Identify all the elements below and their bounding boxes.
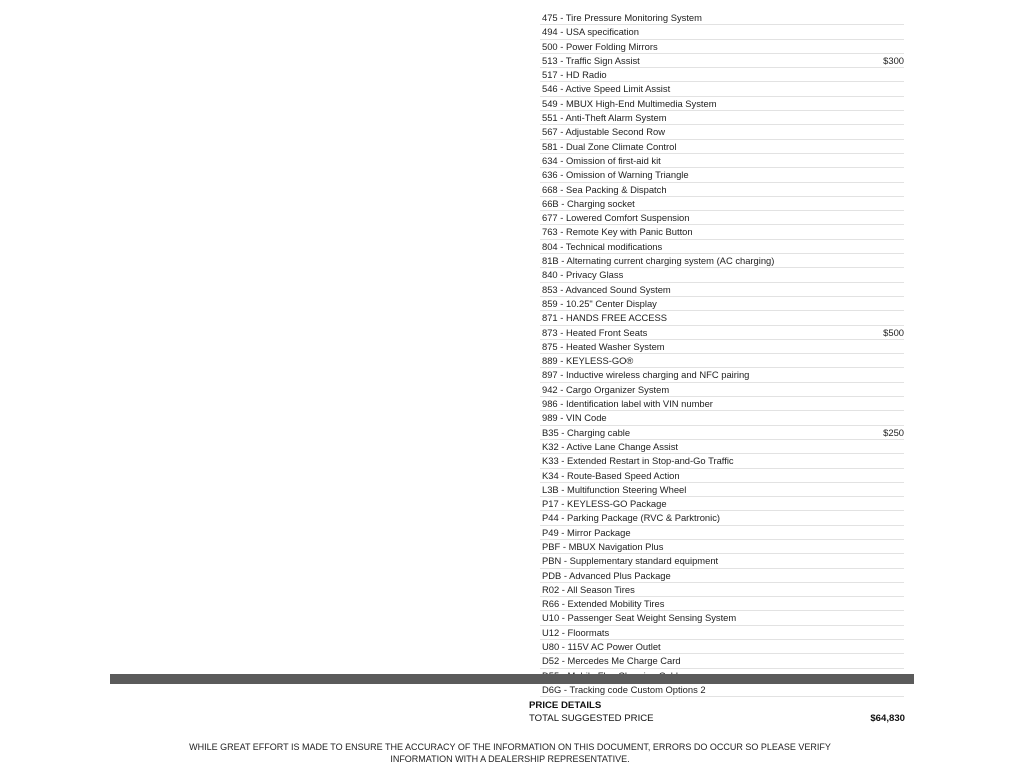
option-label: 677 - Lowered Comfort Suspension (542, 212, 690, 224)
option-label: 804 - Technical modifications (542, 240, 663, 252)
option-row (540, 611, 904, 625)
option-price: $250 (883, 426, 904, 438)
option-label: 873 - Heated Front Seats (542, 326, 648, 338)
option-row (540, 440, 904, 454)
option-row (540, 154, 904, 168)
total-price-row (529, 712, 905, 725)
option-row (540, 426, 904, 440)
option-label: 475 - Tire Pressure Monitoring System (542, 12, 702, 23)
option-label: 871 - HANDS FREE ACCESS (542, 312, 668, 324)
option-label: 546 - Active Speed Limit Assist (542, 83, 671, 95)
option-label: 763 - Remote Key with Panic Button (542, 226, 693, 238)
option-label: 81B - Alternating current charging system (AC charging) (542, 255, 775, 267)
total-price-value: $64,830 (870, 713, 905, 724)
option-row (540, 454, 904, 468)
option-label: 668 - Sea Packing & Dispatch (542, 183, 667, 195)
option-row (540, 654, 904, 668)
option-row (540, 183, 904, 197)
option-row (540, 254, 904, 268)
option-label: B35 - Charging cable (542, 426, 631, 438)
option-label: 500 - Power Folding Mirrors (542, 40, 658, 52)
option-row (540, 526, 904, 540)
option-label: PBN - Supplementary standard equipment (542, 555, 719, 567)
option-label: P49 - Mirror Package (542, 526, 631, 538)
option-label: U12 - Floormats (542, 626, 610, 638)
option-label: R02 - All Season Tires (542, 583, 635, 595)
option-price: $300 (883, 54, 904, 66)
disclaimer (160, 741, 860, 765)
option-label: K33 - Extended Restart in Stop-and-Go Traffic (542, 455, 734, 467)
option-label: 942 - Cargo Organizer System (542, 383, 670, 395)
option-row (540, 597, 904, 611)
option-row (540, 411, 904, 425)
option-row (540, 268, 904, 282)
option-label: 636 - Omission of Warning Triangle (542, 169, 689, 181)
option-label: PBF - MBUX Navigation Plus (542, 540, 664, 552)
option-row (540, 540, 904, 554)
option-label: 494 - USA specification (542, 26, 639, 38)
option-label: 875 - Heated Washer System (542, 340, 665, 352)
price-details-title: PRICE DETAILS (529, 700, 602, 711)
option-label: 889 - KEYLESS-GO® (542, 355, 634, 367)
price-details (529, 700, 905, 725)
option-row (540, 140, 904, 154)
option-row (540, 211, 904, 225)
option-label: D52 - Mercedes Me Charge Card (542, 655, 681, 667)
option-label: 513 - Traffic Sign Assist (542, 54, 640, 66)
option-row (540, 25, 904, 39)
option-label: 634 - Omission of first-aid kit (542, 154, 661, 166)
option-row (540, 397, 904, 411)
option-label: 986 - Identification label with VIN number (542, 398, 713, 410)
option-label: 859 - 10.25" Center Display (542, 297, 657, 309)
option-price: $500 (883, 326, 904, 338)
option-row (540, 197, 904, 211)
option-row (540, 340, 904, 354)
option-row (540, 554, 904, 568)
option-label: U10 - Passenger Seat Weight Sensing System (542, 612, 737, 624)
option-row (540, 68, 904, 82)
option-label: 853 - Advanced Sound System (542, 283, 671, 295)
option-label: U80 - 115V AC Power Outlet (542, 641, 661, 653)
option-label: D6G - Tracking code Custom Options 2 (542, 683, 706, 695)
option-row (540, 225, 904, 239)
option-row (540, 326, 904, 340)
option-label: K32 - Active Lane Change Assist (542, 440, 679, 452)
option-label: 581 - Dual Zone Climate Control (542, 140, 677, 152)
option-row (540, 469, 904, 483)
option-label: L3B - Multifunction Steering Wheel (542, 483, 687, 495)
option-row (540, 283, 904, 297)
option-row (540, 569, 904, 583)
option-label: 897 - Inductive wireless charging and NFC pairing (542, 369, 750, 381)
option-row (540, 54, 904, 68)
option-label: K34 - Route-Based Speed Action (542, 469, 680, 481)
option-row (540, 497, 904, 511)
option-row (540, 626, 904, 640)
option-row (540, 82, 904, 96)
option-label: 549 - MBUX High-End Multimedia System (542, 97, 717, 109)
option-label: 567 - Adjustable Second Row (542, 126, 665, 138)
option-label: PDB - Advanced Plus Package (542, 569, 671, 581)
option-row (540, 640, 904, 654)
option-row (540, 97, 904, 111)
option-row (540, 383, 904, 397)
option-label: 517 - HD Radio (542, 69, 607, 81)
option-label: P44 - Parking Package (RVC & Parktronic) (542, 512, 721, 524)
option-row (540, 483, 904, 497)
option-label: 551 - Anti-Theft Alarm System (542, 112, 667, 124)
option-row (540, 11, 904, 25)
disclaimer-line-1: WHILE GREAT EFFORT IS MADE TO ENSURE THE ACCURACY OF THE INFORMATION ON THIS DOCUMENT, ERRORS DO OCCUR SO PLEASE VERIFY (189, 742, 831, 752)
option-row (540, 40, 904, 54)
option-row (540, 311, 904, 325)
option-row (540, 583, 904, 597)
option-label: P17 - KEYLESS-GO Package (542, 498, 667, 510)
option-row (540, 354, 904, 368)
option-row (540, 511, 904, 525)
option-label: 840 - Privacy Glass (542, 269, 624, 281)
options-list (540, 11, 904, 697)
option-row (540, 125, 904, 139)
disclaimer-line-2: INFORMATION WITH A DEALERSHIP REPRESENTATIVE. (390, 754, 630, 764)
option-label: 989 - VIN Code (542, 412, 607, 424)
option-label: R66 - Extended Mobility Tires (542, 598, 665, 610)
option-row (540, 297, 904, 311)
option-label: 66B - Charging socket (542, 197, 635, 209)
option-row (540, 368, 904, 382)
option-row (540, 168, 904, 182)
section-divider (110, 674, 914, 684)
option-row (540, 240, 904, 254)
total-price-label: TOTAL SUGGESTED PRICE (529, 713, 654, 724)
option-row (540, 683, 904, 697)
option-row (540, 111, 904, 125)
